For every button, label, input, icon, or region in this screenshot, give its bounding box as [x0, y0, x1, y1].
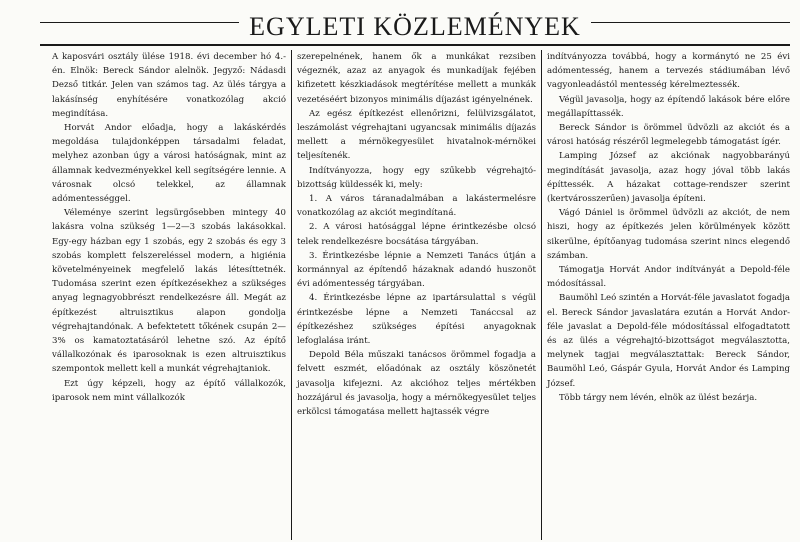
paragraph: indítványozza továbbá, hogy a kormánytó ne 25 évi adómentesség, hanem a tervezés stádiumában lévő vagyonleadástól mentesség kérelmeztessék.	[547, 52, 790, 91]
paragraph: Véleménye szerint legsürgősebben mintegy 40 lakásra volna szükség 1—2—3 szobás lakásokkal. Egy-egy házban egy 1 szobás, egy 2 szobás és egy 3 szobás komplett felszereléssel modern, a higiénia követelményeinek megfelelő lakás létesíttetnék. Tudomása szerint ezen építkezésekhez a szükséges anyag legnagyobbrészt rendelkezésre áll. Megát az építkezést altruisztikus alapon gondolja végrehajtandónak. A befektetett tőkének csupán 2—3% os kamatoztatásáról lehetne szó. Az építő vállalkozónak és iparosoknak is ezen altruisztikus szempontok mellett kell a munkát végrehajtaniok.	[52, 208, 286, 375]
paragraph: Depold Béla műszaki tanácsos örömmel fogadja a felvett eszmét, előadónak az osztály köszönetét javasolja kifejezni. Az akcióhoz teljes mértékben hozzájárul és javasolja, hogy a mérnökegyesület teljes erkölcsi támogatása mellett hajtassék végre	[297, 350, 536, 418]
paragraph: Végül javasolja, hogy az építendő lakások bére előre megállapíttassék.	[547, 94, 790, 119]
paragraph: Indítványozza, hogy egy szűkebb végrehajtó-bizottság küldessék ki, mely:	[297, 165, 536, 190]
paragraph: Támogatja Horvát Andor indítványát a Depold-féle módosítással.	[547, 265, 790, 290]
paragraph: Lamping József az akciónak nagyobbarányú megindítását javasolja, azaz hogy jóval több lakás építtessék. A házakat cottage-rendszer szerint (kertvárosszerűen) javasolja építeni.	[547, 151, 790, 205]
section-header	[40, 8, 790, 46]
paragraph: 4. Érintkezésbe lépne az ipartársulattal s végül érintkezésbe lépne a Nemzeti Tanáccsal az építkezéshez szükséges építési anyagoknak lefoglalása iránt.	[297, 293, 536, 347]
paragraph: Vágó Dániel is örömmel üdvözli az akciót, de nem hiszi, hogy az építkezés jelen körülmények között sikerülne, építőanyag tudomása szerint nincs elegendő számban.	[547, 208, 790, 261]
column-2	[292, 50, 542, 540]
article-columns	[52, 50, 790, 540]
paragraph: Ezt úgy képzeli, hogy az építő vállalkozók, iparosok nem mint vállalkozók	[52, 378, 286, 403]
paragraph: Az egész építkezést ellenőrizni, felülvizsgálatot, leszámolást végrehajtani ugyancsak minimális díjazás mellett a mérnökegyesület hivatalnok-mérnökei teljesítenék.	[297, 108, 536, 162]
paragraph: Horvát Andor előadja, hogy a lakáskérdés megoldása tulajdonképpen társadalmi feladat, melyhez azonban úgy a városi hatóságnak, mint az államnak kedvezményekkel kell segítségére lennie. A városnak olcsó telekkel, az államnak adómentességgel.	[52, 123, 286, 205]
paragraph: Több tárgy nem lévén, elnök az ülést bezárja.	[559, 392, 758, 403]
paragraph: 3. Érintkezésbe lépnie a Nemzeti Tanács útján a kormánnyal az építendő házaknak adandó huszonöt évi adómentesség tárgyában.	[297, 250, 536, 290]
paragraph: Bereck Sándor is örömmel üdvözli az akciót és a városi hatóság részéről legmelegebb támogatást ígér.	[547, 123, 790, 148]
paragraph: A kaposvári osztály ülése 1918. évi december hó 4.-én. Elnök: Bereck Sándor alelnök. Jegyző: Nádasdi Dezső titkár. Jelen van számos tag. Az ülés tárgya a lakásínség enyhítésére vonatkozólag akció megindítása.	[52, 52, 286, 119]
column-1	[52, 50, 292, 540]
column-3	[542, 50, 790, 540]
section-title-text: EGYLETI KÖZLEMÉNYEK	[239, 12, 591, 41]
paragraph: Baumöhl Leó szintén a Horvát-féle javaslatot fogadja el. Bereck Sándor javaslatára ezután a Horvát Andor-féle javaslat a Depold-féle módosítással elfogadtatott és az ülés a végrehajtó-bizottságot megválasztotta, melynek tagjai megválasztattak: Bereck Sándor, Baumöhl Leó, Gáspár Gyula, Horvát Andor és Lamping József.	[547, 293, 790, 389]
paragraph: szerepelnének, hanem ők a munkákat rezsiben végeznék, azaz az anyagok és munkadíjak fejében kifizetett készkiadások megtérítése mellett a munkák vezetéséért bizonyos minimális díjazást igényelnének.	[297, 52, 536, 105]
paragraph: 2. A városi hatósággal lépne érintkezésbe olcsó telek rendelkezésre bocsátása tárgyában.	[297, 222, 536, 247]
section-title	[40, 12, 790, 42]
paragraph: 1. A város táranadalmában a lakástermelésre vonatkozólag az akciót megindítaná.	[297, 194, 536, 219]
